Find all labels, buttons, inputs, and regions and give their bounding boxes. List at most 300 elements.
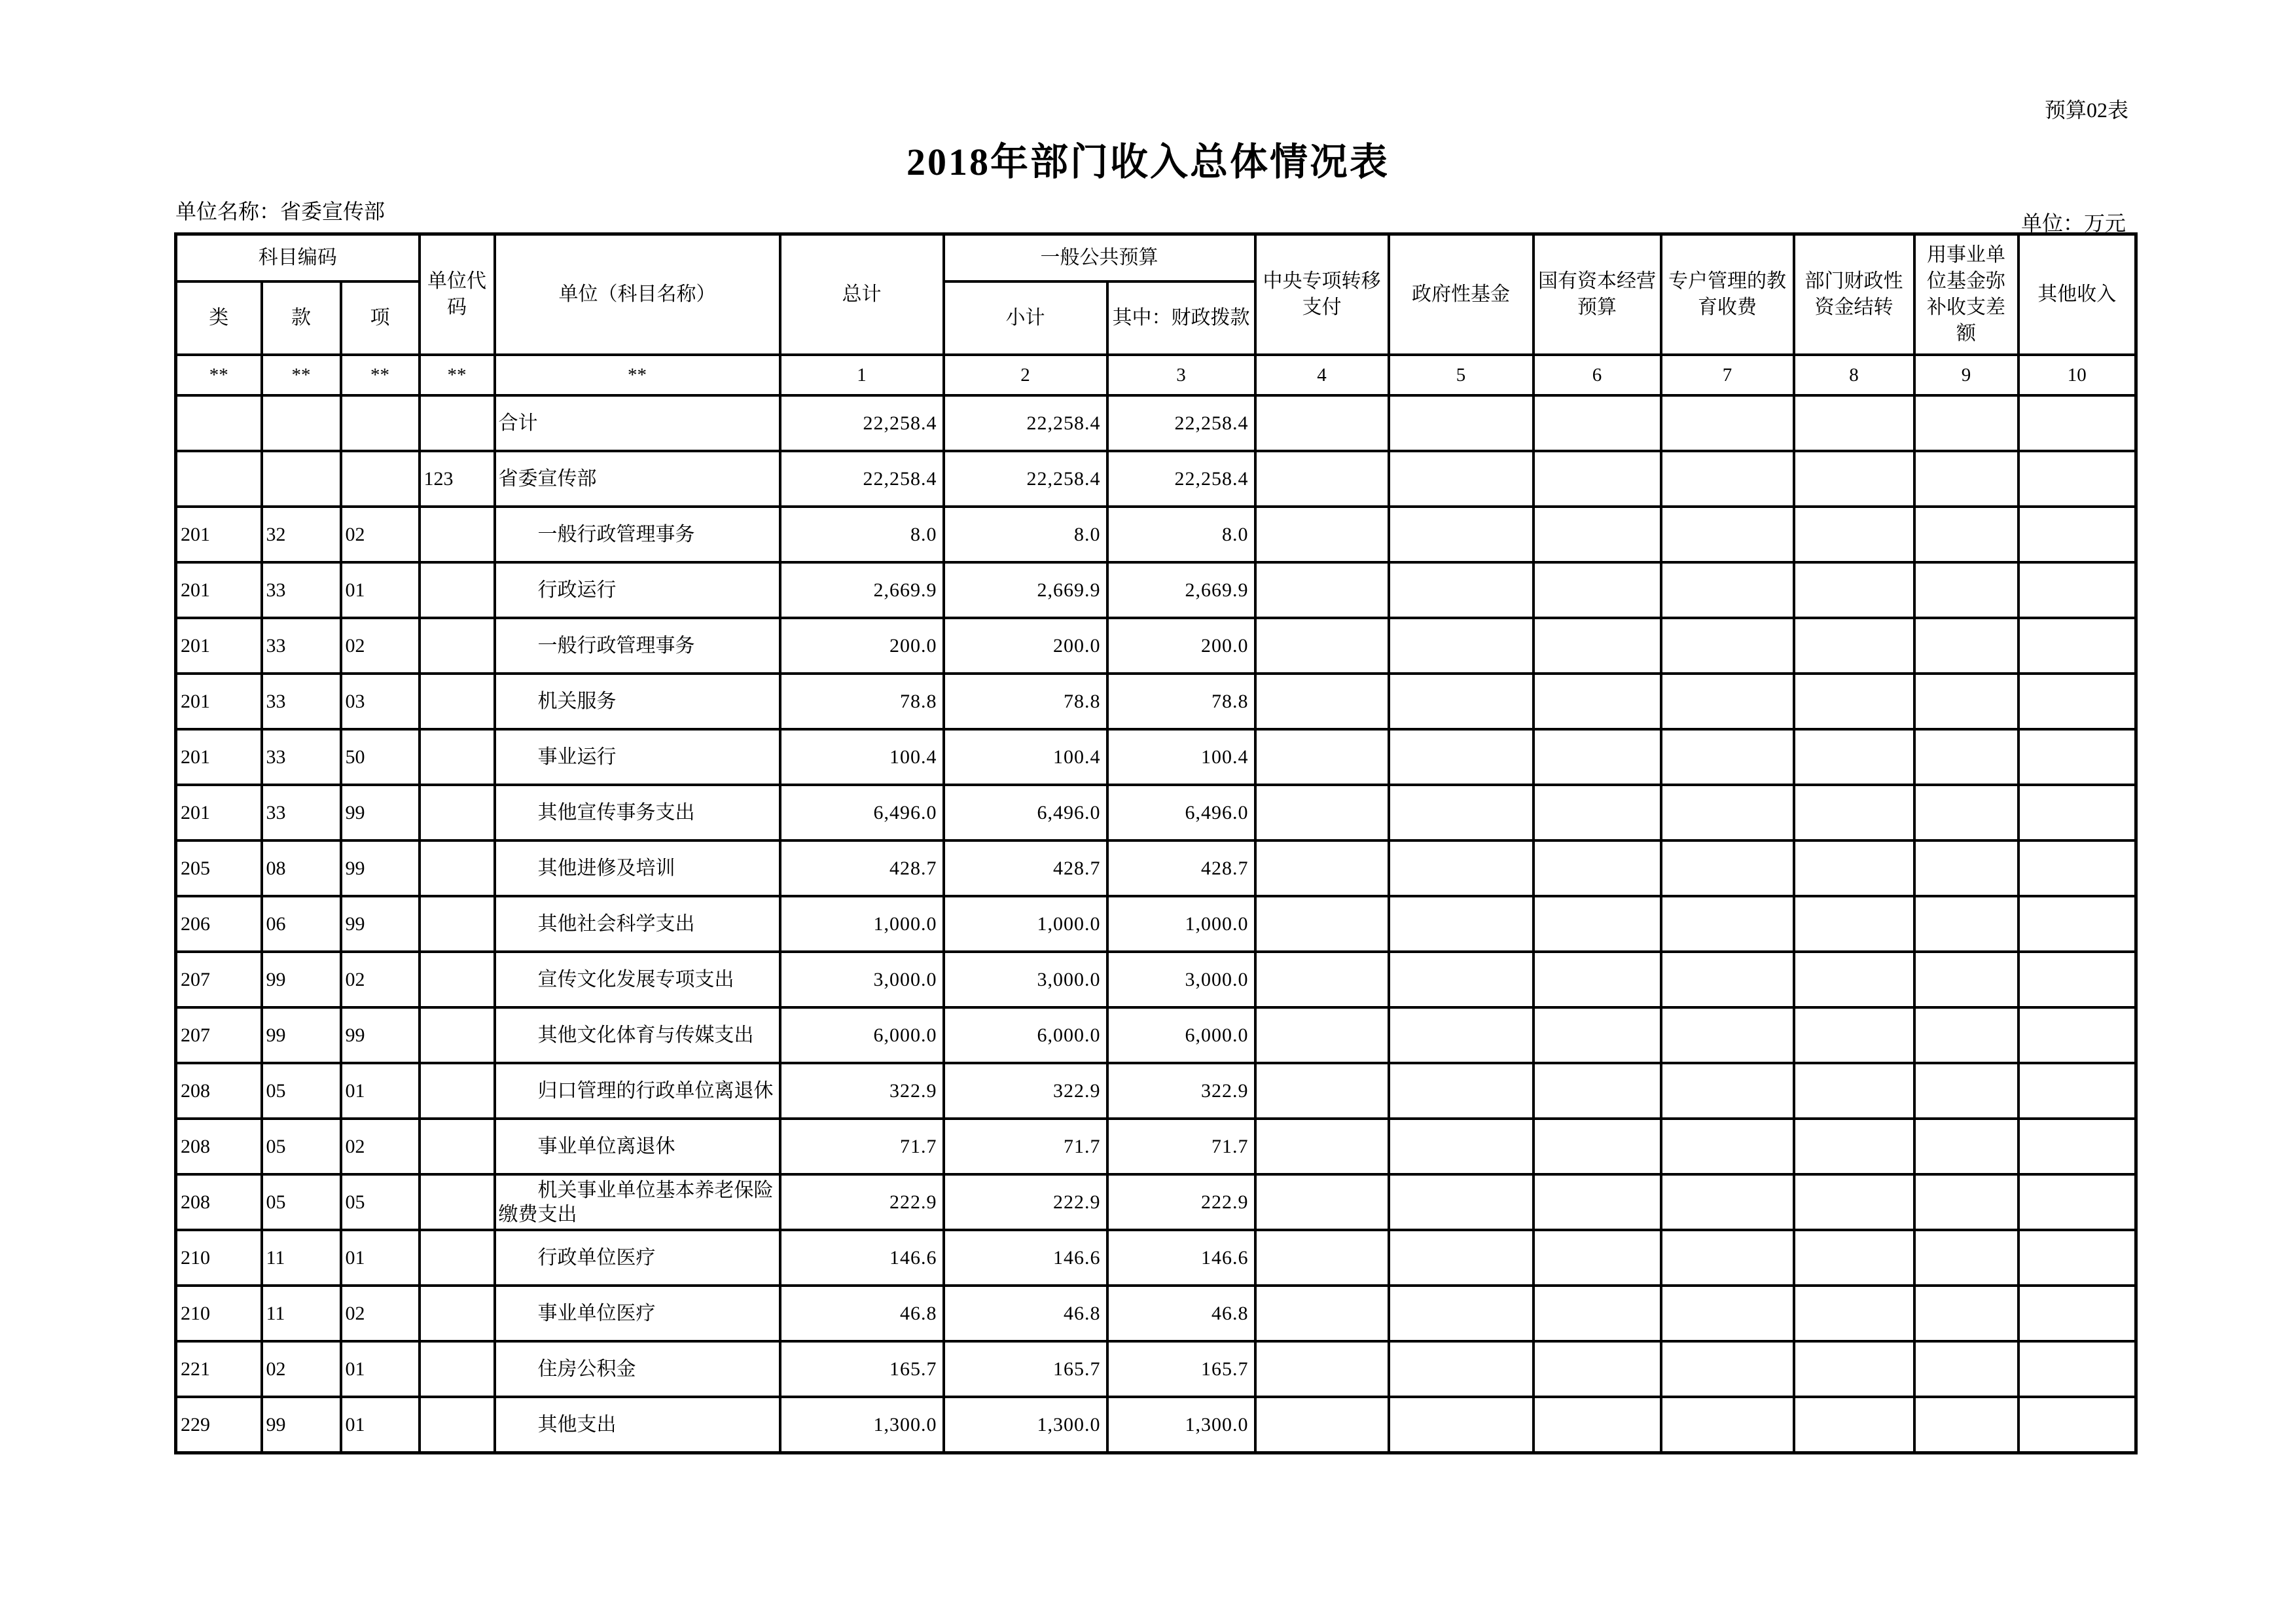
colnum-4: 4 (1255, 355, 1389, 395)
cell-dept-carryover (1794, 1341, 1914, 1397)
cell-other-income (2018, 562, 2136, 618)
header-subject-code: 科目编码 (176, 234, 420, 282)
cell-other-income (2018, 840, 2136, 896)
cell-gov-fund (1389, 1063, 1534, 1119)
cell-dept-carryover (1794, 674, 1914, 729)
colnum-kuan: ** (262, 355, 341, 395)
cell-lei: 201 (176, 618, 262, 674)
cell-subtotal: 428.7 (944, 840, 1107, 896)
colnum-fiscal: 3 (1107, 355, 1255, 395)
cell-kuan: 33 (262, 562, 341, 618)
cell-unit-code (420, 674, 495, 729)
header-xiang: 项 (341, 281, 420, 355)
header-general-public-budget: 一般公共预算 (944, 234, 1255, 282)
cell-edu-fee (1661, 507, 1794, 562)
cell-subject-name: 归口管理的行政单位离退休 (495, 1063, 780, 1119)
cell-subtotal: 46.8 (944, 1286, 1107, 1341)
cell-state-capital (1534, 952, 1661, 1007)
cell-subtotal: 100.4 (944, 729, 1107, 785)
cell-total: 165.7 (780, 1341, 944, 1397)
cell-edu-fee (1661, 395, 1794, 451)
cell-fiscal-allocation: 100.4 (1107, 729, 1255, 785)
table-row (176, 1174, 2136, 1230)
cell-fiscal-allocation: 22,258.4 (1107, 395, 1255, 451)
cell-total: 2,669.9 (780, 562, 944, 618)
cell-dept-carryover (1794, 952, 1914, 1007)
colnum-subtotal: 2 (944, 355, 1107, 395)
cell-kuan: 05 (262, 1119, 341, 1174)
cell-edu-fee (1661, 1007, 1794, 1063)
table-row (176, 618, 2136, 674)
cell-total: 46.8 (780, 1286, 944, 1341)
cell-lei: 205 (176, 840, 262, 896)
cell-lei: 201 (176, 785, 262, 840)
cell-total: 1,000.0 (780, 896, 944, 952)
cell-other-income (2018, 1007, 2136, 1063)
table-row (176, 1230, 2136, 1286)
cell-subject-name: 省委宣传部 (495, 451, 780, 507)
cell-xiang (341, 395, 420, 451)
cell-unit-code (420, 1063, 495, 1119)
cell-edu-fee (1661, 451, 1794, 507)
cell-inst-fund-gap (1914, 1286, 2018, 1341)
colnum-5: 5 (1389, 355, 1534, 395)
cell-unit-code (420, 1119, 495, 1174)
cell-gov-fund (1389, 395, 1534, 451)
cell-state-capital (1534, 896, 1661, 952)
cell-edu-fee (1661, 896, 1794, 952)
page-title: 2018年部门收入总体情况表 (906, 141, 1390, 183)
cell-total: 428.7 (780, 840, 944, 896)
cell-dept-carryover (1794, 1063, 1914, 1119)
header-edu-fee: 专户管理的教育收费 (1661, 234, 1794, 355)
cell-unit-code (420, 395, 495, 451)
cell-inst-fund-gap (1914, 840, 2018, 896)
cell-fiscal-allocation: 2,669.9 (1107, 562, 1255, 618)
cell-edu-fee (1661, 618, 1794, 674)
header-central-transfer: 中央专项转移支付 (1255, 234, 1389, 355)
cell-fiscal-allocation: 78.8 (1107, 674, 1255, 729)
colnum-10: 10 (2018, 355, 2136, 395)
header-dept-carryover: 部门财政性资金结转 (1794, 234, 1914, 355)
cell-other-income (2018, 618, 2136, 674)
table-row (176, 1007, 2136, 1063)
cell-total: 22,258.4 (780, 451, 944, 507)
cell-gov-fund (1389, 562, 1534, 618)
cell-subject-name: 其他文化体育与传媒支出 (495, 1007, 780, 1063)
cell-subtotal: 78.8 (944, 674, 1107, 729)
column-number-row (176, 355, 2136, 395)
cell-other-income (2018, 1063, 2136, 1119)
cell-central-transfer (1255, 618, 1389, 674)
cell-inst-fund-gap (1914, 1174, 2018, 1230)
cell-inst-fund-gap (1914, 1397, 2018, 1453)
cell-edu-fee (1661, 1174, 1794, 1230)
cell-subject-name: 行政单位医疗 (495, 1230, 780, 1286)
cell-gov-fund (1389, 840, 1534, 896)
cell-inst-fund-gap (1914, 618, 2018, 674)
cell-kuan: 05 (262, 1063, 341, 1119)
cell-subject-name: 其他支出 (495, 1397, 780, 1453)
cell-central-transfer (1255, 451, 1389, 507)
cell-central-transfer (1255, 1119, 1389, 1174)
budget-income-table (174, 232, 2138, 1454)
cell-xiang: 02 (341, 618, 420, 674)
cell-total: 3,000.0 (780, 952, 944, 1007)
cell-xiang: 01 (341, 1230, 420, 1286)
cell-state-capital (1534, 1063, 1661, 1119)
cell-lei: 210 (176, 1286, 262, 1341)
cell-other-income (2018, 952, 2136, 1007)
cell-other-income (2018, 507, 2136, 562)
cell-subtotal: 3,000.0 (944, 952, 1107, 1007)
cell-subject-name: 宣传文化发展专项支出 (495, 952, 780, 1007)
cell-subtotal: 71.7 (944, 1119, 1107, 1174)
cell-subject-name: 住房公积金 (495, 1341, 780, 1397)
cell-subtotal: 6,496.0 (944, 785, 1107, 840)
cell-dept-carryover (1794, 618, 1914, 674)
cell-state-capital (1534, 1119, 1661, 1174)
cell-subject-name: 其他社会科学支出 (495, 896, 780, 952)
cell-edu-fee (1661, 674, 1794, 729)
cell-lei: 206 (176, 896, 262, 952)
cell-total: 322.9 (780, 1063, 944, 1119)
cell-total: 71.7 (780, 1119, 944, 1174)
cell-unit-code (420, 1007, 495, 1063)
cell-dept-carryover (1794, 451, 1914, 507)
cell-fiscal-allocation: 222.9 (1107, 1174, 1255, 1230)
cell-xiang: 01 (341, 1397, 420, 1453)
cell-fiscal-allocation: 71.7 (1107, 1119, 1255, 1174)
table-row (176, 840, 2136, 896)
cell-subtotal: 146.6 (944, 1230, 1107, 1286)
cell-inst-fund-gap (1914, 451, 2018, 507)
table-row (176, 729, 2136, 785)
table-body (176, 395, 2136, 1453)
cell-inst-fund-gap (1914, 952, 2018, 1007)
cell-gov-fund (1389, 451, 1534, 507)
cell-xiang: 99 (341, 840, 420, 896)
cell-kuan: 33 (262, 618, 341, 674)
cell-state-capital (1534, 618, 1661, 674)
cell-kuan: 99 (262, 1007, 341, 1063)
table-row (176, 1397, 2136, 1453)
cell-lei: 201 (176, 562, 262, 618)
cell-state-capital (1534, 729, 1661, 785)
cell-inst-fund-gap (1914, 1007, 2018, 1063)
cell-state-capital (1534, 1230, 1661, 1286)
cell-lei: 208 (176, 1063, 262, 1119)
cell-unit-code (420, 562, 495, 618)
table-row (176, 451, 2136, 507)
table-row (176, 395, 2136, 451)
cell-subject-name: 事业运行 (495, 729, 780, 785)
table-row (176, 1063, 2136, 1119)
cell-dept-carryover (1794, 1119, 1914, 1174)
cell-fiscal-allocation: 322.9 (1107, 1063, 1255, 1119)
cell-unit-code: 123 (420, 451, 495, 507)
cell-central-transfer (1255, 1230, 1389, 1286)
cell-total: 78.8 (780, 674, 944, 729)
unit-name-label: 单位名称：省委宣传部 (175, 200, 386, 223)
cell-state-capital (1534, 451, 1661, 507)
header-fiscal-allocation: 其中：财政拨款 (1107, 281, 1255, 355)
cell-lei: 207 (176, 952, 262, 1007)
table-row (176, 1286, 2136, 1341)
cell-dept-carryover (1794, 1174, 1914, 1230)
cell-xiang (341, 451, 420, 507)
cell-subtotal: 322.9 (944, 1063, 1107, 1119)
cell-lei: 208 (176, 1119, 262, 1174)
table-row (176, 785, 2136, 840)
cell-lei (176, 451, 262, 507)
cell-lei: 229 (176, 1397, 262, 1453)
cell-subtotal: 165.7 (944, 1341, 1107, 1397)
cell-lei (176, 395, 262, 451)
cell-dept-carryover (1794, 840, 1914, 896)
cell-subject-name: 一般行政管理事务 (495, 618, 780, 674)
colnum-name: ** (495, 355, 780, 395)
cell-dept-carryover (1794, 507, 1914, 562)
cell-dept-carryover (1794, 562, 1914, 618)
cell-subtotal: 22,258.4 (944, 451, 1107, 507)
cell-gov-fund (1389, 952, 1534, 1007)
cell-total: 8.0 (780, 507, 944, 562)
cell-subject-name: 事业单位医疗 (495, 1286, 780, 1341)
cell-edu-fee (1661, 729, 1794, 785)
cell-unit-code (420, 785, 495, 840)
cell-edu-fee (1661, 1397, 1794, 1453)
cell-kuan: 06 (262, 896, 341, 952)
cell-state-capital (1534, 562, 1661, 618)
cell-fiscal-allocation: 146.6 (1107, 1230, 1255, 1286)
cell-total: 6,496.0 (780, 785, 944, 840)
header-inst-fund-gap: 用事业单位基金弥补收支差额 (1914, 234, 2018, 355)
cell-dept-carryover (1794, 1286, 1914, 1341)
cell-central-transfer (1255, 729, 1389, 785)
cell-gov-fund (1389, 785, 1534, 840)
cell-kuan: 33 (262, 785, 341, 840)
cell-state-capital (1534, 840, 1661, 896)
cell-inst-fund-gap (1914, 395, 2018, 451)
cell-other-income (2018, 1397, 2136, 1453)
colnum-total: 1 (780, 355, 944, 395)
cell-lei: 201 (176, 674, 262, 729)
cell-fiscal-allocation: 22,258.4 (1107, 451, 1255, 507)
cell-total: 200.0 (780, 618, 944, 674)
cell-total: 6,000.0 (780, 1007, 944, 1063)
cell-inst-fund-gap (1914, 507, 2018, 562)
cell-gov-fund (1389, 507, 1534, 562)
cell-edu-fee (1661, 1063, 1794, 1119)
cell-inst-fund-gap (1914, 729, 2018, 785)
cell-kuan: 32 (262, 507, 341, 562)
cell-dept-carryover (1794, 395, 1914, 451)
colnum-xiang: ** (341, 355, 420, 395)
cell-kuan (262, 451, 341, 507)
cell-edu-fee (1661, 785, 1794, 840)
cell-gov-fund (1389, 1341, 1534, 1397)
cell-kuan: 33 (262, 674, 341, 729)
cell-other-income (2018, 1286, 2136, 1341)
cell-lei: 210 (176, 1230, 262, 1286)
cell-inst-fund-gap (1914, 562, 2018, 618)
cell-other-income (2018, 1230, 2136, 1286)
cell-central-transfer (1255, 507, 1389, 562)
header-other-income: 其他收入 (2018, 234, 2136, 355)
colnum-6: 6 (1534, 355, 1661, 395)
table-row (176, 674, 2136, 729)
cell-total: 222.9 (780, 1174, 944, 1230)
cell-dept-carryover (1794, 785, 1914, 840)
cell-other-income (2018, 1341, 2136, 1397)
cell-unit-code (420, 896, 495, 952)
cell-fiscal-allocation: 6,000.0 (1107, 1007, 1255, 1063)
cell-fiscal-allocation: 200.0 (1107, 618, 1255, 674)
cell-kuan: 05 (262, 1174, 341, 1230)
cell-unit-code (420, 1230, 495, 1286)
cell-other-income (2018, 1119, 2136, 1174)
cell-gov-fund (1389, 1397, 1534, 1453)
cell-subtotal: 1,000.0 (944, 896, 1107, 952)
cell-subject-name: 一般行政管理事务 (495, 507, 780, 562)
cell-inst-fund-gap (1914, 1063, 2018, 1119)
table-row (176, 1119, 2136, 1174)
cell-lei: 207 (176, 1007, 262, 1063)
cell-fiscal-allocation: 8.0 (1107, 507, 1255, 562)
table-row (176, 952, 2136, 1007)
header-unit-subject-name: 单位（科目名称） (495, 234, 780, 355)
cell-fiscal-allocation: 428.7 (1107, 840, 1255, 896)
cell-central-transfer (1255, 674, 1389, 729)
cell-xiang: 01 (341, 562, 420, 618)
cell-unit-code (420, 729, 495, 785)
cell-unit-code (420, 507, 495, 562)
cell-total: 100.4 (780, 729, 944, 785)
cell-central-transfer (1255, 1397, 1389, 1453)
cell-subject-name: 机关服务 (495, 674, 780, 729)
cell-state-capital (1534, 1397, 1661, 1453)
cell-gov-fund (1389, 896, 1534, 952)
cell-inst-fund-gap (1914, 1341, 2018, 1397)
cell-xiang: 01 (341, 1341, 420, 1397)
cell-central-transfer (1255, 1174, 1389, 1230)
cell-other-income (2018, 674, 2136, 729)
cell-fiscal-allocation: 46.8 (1107, 1286, 1255, 1341)
table-row (176, 507, 2136, 562)
cell-fiscal-allocation: 3,000.0 (1107, 952, 1255, 1007)
cell-fiscal-allocation: 6,496.0 (1107, 785, 1255, 840)
cell-dept-carryover (1794, 896, 1914, 952)
cell-state-capital (1534, 1286, 1661, 1341)
cell-fiscal-allocation: 1,000.0 (1107, 896, 1255, 952)
cell-xiang: 03 (341, 674, 420, 729)
cell-central-transfer (1255, 395, 1389, 451)
unit-measure-label: 单位：万元 (2020, 211, 2126, 235)
cell-total: 22,258.4 (780, 395, 944, 451)
cell-subject-name: 事业单位离退休 (495, 1119, 780, 1174)
cell-edu-fee (1661, 1341, 1794, 1397)
cell-subject-name: 其他宣传事务支出 (495, 785, 780, 840)
cell-other-income (2018, 785, 2136, 840)
cell-xiang: 02 (341, 1119, 420, 1174)
cell-state-capital (1534, 674, 1661, 729)
cell-dept-carryover (1794, 1397, 1914, 1453)
cell-unit-code (420, 1397, 495, 1453)
cell-unit-code (420, 1341, 495, 1397)
cell-xiang: 02 (341, 952, 420, 1007)
cell-edu-fee (1661, 840, 1794, 896)
cell-unit-code (420, 840, 495, 896)
cell-unit-code (420, 1286, 495, 1341)
cell-kuan: 02 (262, 1341, 341, 1397)
table-header (176, 234, 2136, 396)
cell-edu-fee (1661, 1119, 1794, 1174)
cell-gov-fund (1389, 729, 1534, 785)
cell-other-income (2018, 729, 2136, 785)
colnum-7: 7 (1661, 355, 1794, 395)
cell-central-transfer (1255, 840, 1389, 896)
cell-subtotal: 200.0 (944, 618, 1107, 674)
cell-gov-fund (1389, 1007, 1534, 1063)
table-row (176, 1341, 2136, 1397)
cell-xiang: 99 (341, 896, 420, 952)
sheet-label: 预算02表 (2044, 98, 2128, 122)
cell-xiang: 05 (341, 1174, 420, 1230)
cell-gov-fund (1389, 1119, 1534, 1174)
cell-gov-fund (1389, 1174, 1534, 1230)
header-total: 总计 (780, 234, 944, 355)
cell-lei: 201 (176, 507, 262, 562)
cell-inst-fund-gap (1914, 1230, 2018, 1286)
cell-xiang: 02 (341, 507, 420, 562)
table-row (176, 562, 2136, 618)
cell-gov-fund (1389, 1286, 1534, 1341)
cell-central-transfer (1255, 562, 1389, 618)
cell-subtotal: 222.9 (944, 1174, 1107, 1230)
cell-xiang: 99 (341, 785, 420, 840)
cell-subject-name: 行政运行 (495, 562, 780, 618)
cell-central-transfer (1255, 1286, 1389, 1341)
cell-central-transfer (1255, 1341, 1389, 1397)
cell-subtotal: 2,669.9 (944, 562, 1107, 618)
cell-total: 1,300.0 (780, 1397, 944, 1453)
colnum-8: 8 (1794, 355, 1914, 395)
cell-kuan (262, 395, 341, 451)
cell-inst-fund-gap (1914, 674, 2018, 729)
cell-gov-fund (1389, 618, 1534, 674)
cell-kuan: 11 (262, 1230, 341, 1286)
cell-gov-fund (1389, 1230, 1534, 1286)
header-unit-code: 单位代码 (420, 234, 495, 355)
cell-edu-fee (1661, 952, 1794, 1007)
header-gov-fund: 政府性基金 (1389, 234, 1534, 355)
cell-other-income (2018, 395, 2136, 451)
cell-subject-name: 其他进修及培训 (495, 840, 780, 896)
cell-xiang: 99 (341, 1007, 420, 1063)
colnum-unit-code: ** (420, 355, 495, 395)
cell-fiscal-allocation: 1,300.0 (1107, 1397, 1255, 1453)
cell-subtotal: 1,300.0 (944, 1397, 1107, 1453)
cell-kuan: 99 (262, 1397, 341, 1453)
cell-kuan: 33 (262, 729, 341, 785)
cell-inst-fund-gap (1914, 785, 2018, 840)
cell-kuan: 08 (262, 840, 341, 896)
cell-subtotal: 6,000.0 (944, 1007, 1107, 1063)
cell-central-transfer (1255, 896, 1389, 952)
cell-state-capital (1534, 395, 1661, 451)
cell-central-transfer (1255, 785, 1389, 840)
